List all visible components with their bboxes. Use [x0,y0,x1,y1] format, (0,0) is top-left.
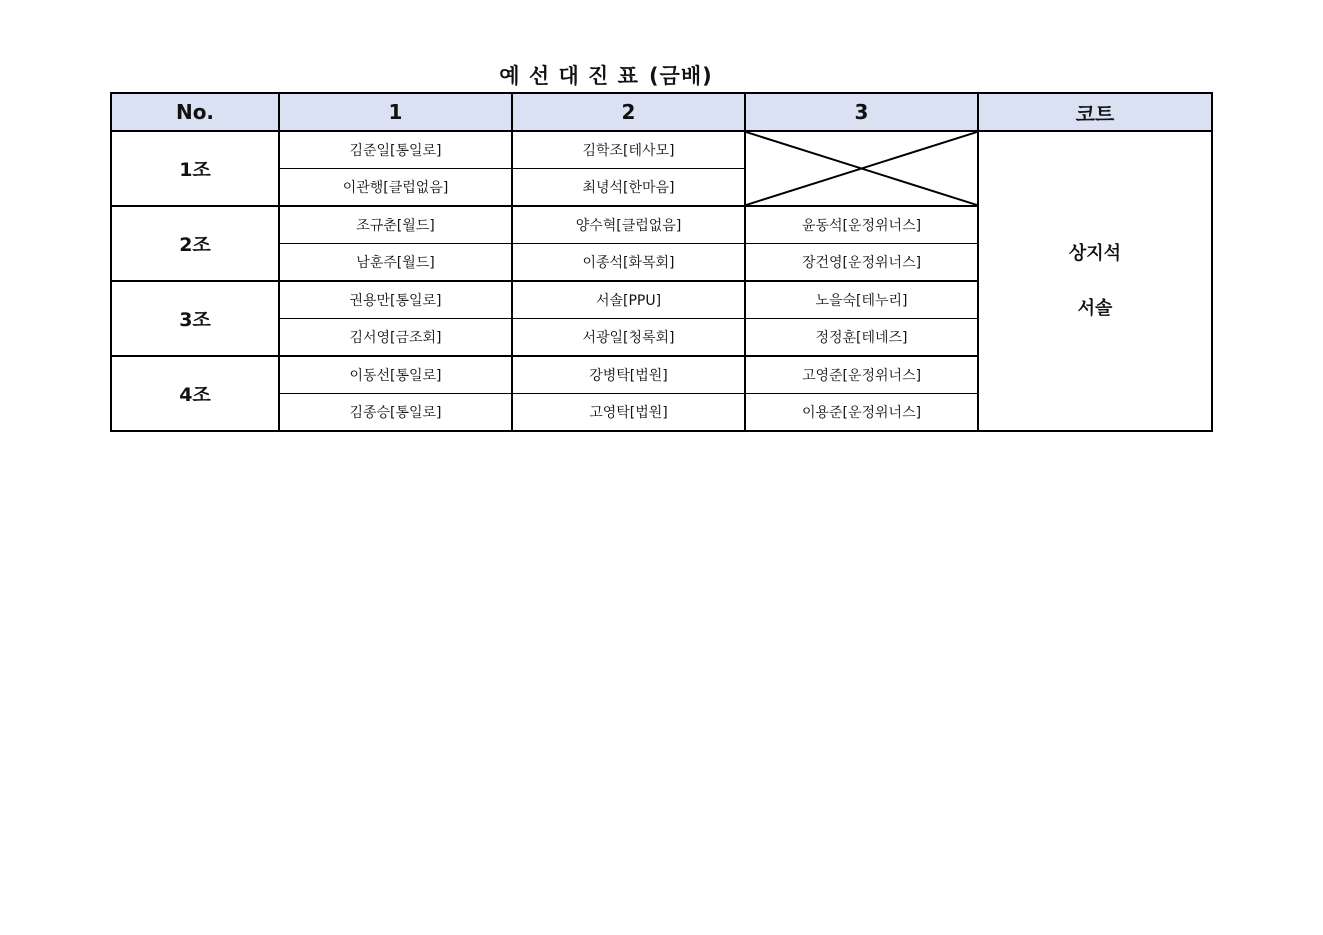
empty-slot-cross [745,131,978,206]
player-cell: 정정훈[테네즈] [745,319,978,357]
player-cell: 고영탁[법원] [512,394,745,432]
player-cell: 서광일[청록회] [512,319,745,357]
table-row [111,131,1212,169]
header-no: No. [111,93,279,131]
player-cell: 양수혁[클럽없음] [512,206,745,244]
header-col-3: 3 [745,93,978,131]
player-cell: 김준일[통일로] [279,131,512,169]
header-col-2: 2 [512,93,745,131]
group-label: 4조 [111,356,279,431]
player-cell: 김학조[테사모] [512,131,745,169]
group-label: 3조 [111,281,279,356]
player-cell: 이관행[클럽없음] [279,169,512,207]
player-cell: 윤동석[운정위너스] [745,206,978,244]
title-text: 예 선 대 진 표 [499,64,639,88]
court-name-2: 서솔 [1077,298,1113,319]
player-cell: 이종석[화목회] [512,244,745,282]
court-cell [978,131,1212,431]
player-cell: 권용만[통일로] [279,281,512,319]
title-subtitle: (금배) [648,64,713,88]
player-cell: 김서영[금조회] [279,319,512,357]
player-cell: 최녕석[한마음] [512,169,745,207]
player-cell: 강병탁[법원] [512,356,745,394]
player-cell: 서솔[PPU] [512,281,745,319]
bracket-table [110,92,1213,432]
header-col-1: 1 [279,93,512,131]
player-cell: 조규춘[월드] [279,206,512,244]
player-cell: 남훈주[월드] [279,244,512,282]
player-cell: 고영준[운정위너스] [745,356,978,394]
player-cell: 이용준[운정위너스] [745,394,978,432]
player-cell: 김종승[통일로] [279,394,512,432]
header-court: 코트 [978,93,1212,131]
header-row [111,93,1212,131]
page-title [0,60,1212,90]
cross-mark-icon [746,132,977,205]
court-name-1: 상지석 [1068,243,1122,264]
player-cell: 노을숙[테누리] [745,281,978,319]
player-cell: 장건영[운정위너스] [745,244,978,282]
group-label: 2조 [111,206,279,281]
group-label: 1조 [111,131,279,206]
player-cell: 이동선[통일로] [279,356,512,394]
